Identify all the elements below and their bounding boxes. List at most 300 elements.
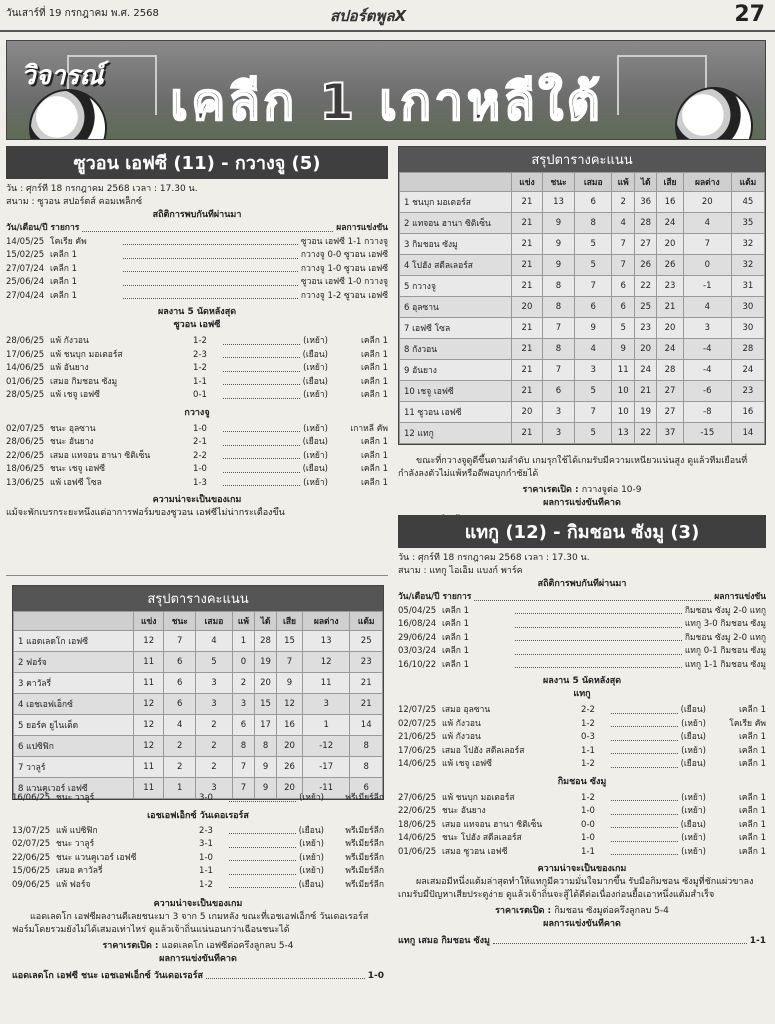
prediction-line: [12, 969, 384, 983]
form-row: [12, 879, 384, 893]
leader-dots: [206, 969, 365, 979]
form-row: [398, 819, 766, 833]
stat-cell: 1: [232, 631, 254, 652]
stat-cell: 15: [276, 631, 302, 652]
stat-cell: 11: [302, 673, 349, 694]
date: 14/05/25: [6, 236, 45, 247]
standings-row: [400, 213, 765, 234]
date: 22/06/25: [398, 806, 437, 816]
date: 28/05/25: [6, 390, 45, 400]
leader-dots: [611, 758, 678, 768]
standings-grid: [13, 611, 383, 799]
result: แทกู 1-1 กิมชอน ซังมู: [684, 659, 766, 670]
venue: (เหย้า): [299, 852, 324, 863]
competition: เคลีก 1: [50, 250, 78, 260]
stat-cell: 1: [164, 778, 196, 799]
h2h-row: [398, 632, 766, 646]
stat-cell: 4: [683, 213, 731, 234]
stat-cell: 7: [542, 318, 574, 339]
stat-cell: 5: [575, 234, 612, 255]
date: 22/06/25: [12, 852, 51, 863]
competition: โคเรีย คัพ: [50, 236, 87, 247]
standings-row: [14, 736, 383, 757]
standings-row: [400, 423, 765, 444]
result: ซูวอน เอฟซี 1-1 กวางจู: [300, 236, 388, 247]
leader-dots: [611, 704, 678, 714]
competition: เคลีก 1: [738, 806, 766, 816]
stat-cell: -4: [683, 360, 731, 381]
result: ชนะ วาลูร์: [56, 793, 95, 803]
venue: (เยือน): [680, 759, 706, 769]
leader-dots: [229, 852, 296, 862]
stat-cell: 6: [575, 297, 612, 318]
score: 2-3: [199, 825, 213, 836]
stat-cell: 6: [232, 715, 254, 736]
stat-cell: -17: [302, 757, 349, 778]
score: 1-0: [193, 464, 207, 474]
stat-cell: 12: [134, 631, 164, 652]
stat-cell: 11: [134, 673, 164, 694]
date: 16/10/22: [398, 659, 437, 670]
leader-dots: [223, 436, 300, 446]
stat-cell: 31: [731, 276, 764, 297]
stat-cell: 6: [612, 276, 635, 297]
score: 1-1: [581, 745, 595, 756]
stat-cell: 3: [196, 673, 233, 694]
score: 0-1: [193, 390, 207, 400]
h2h-row: [398, 605, 766, 619]
chance-text: แม้จะพักเบรกระยะหนึ่งแต่อาการฟอร์มของซูวอน เอฟซีไม่น่ากระเตื้องขึ้น: [6, 508, 285, 518]
stat-cell: 5: [575, 423, 612, 444]
h2h-row: [6, 290, 388, 304]
h2h-header-right: ผลการแข่งขัน: [714, 592, 766, 602]
standings-title: สรุปตารางคะแนน: [399, 147, 765, 172]
date: 05/04/25: [398, 605, 437, 616]
stat-cell: 9: [575, 318, 612, 339]
stat-cell: 20: [255, 673, 277, 694]
competition: โคเรีย คัพ: [729, 718, 766, 729]
team-name: 2 แทจอน ฮานา ซิติเซ็น: [400, 213, 512, 234]
stat-cell: 3: [302, 694, 349, 715]
date: 28/06/25: [6, 437, 45, 447]
leader-dots: [123, 290, 298, 300]
stat-cell: 12: [302, 652, 349, 673]
venue: (เยือน): [680, 732, 706, 742]
standings-row: [400, 318, 765, 339]
team-col-header: [14, 612, 134, 631]
stat-cell: 27: [657, 381, 683, 402]
leader-dots: [229, 838, 296, 848]
stat-cell: 10: [612, 402, 635, 423]
form-list-away: [6, 423, 388, 491]
prediction-score: 1-0: [367, 971, 384, 981]
standings-row: [14, 673, 383, 694]
stat-cell: 2: [232, 673, 254, 694]
stat-cell: 1: [302, 715, 349, 736]
stat-cell: 28: [635, 213, 657, 234]
date: 17/06/25: [398, 745, 437, 756]
stat-cell: 37: [657, 423, 683, 444]
h2h-header-left: วัน/เดือน/ปี รายการ: [6, 223, 80, 233]
leader-dots: [611, 819, 678, 829]
stat-cell: 27: [635, 234, 657, 255]
standings-korea: [398, 146, 766, 527]
result: กวางจู 1-2 ซูวอน เอฟซี: [300, 290, 388, 301]
stat-cell: 14: [731, 423, 764, 444]
venue: (เหย้า): [681, 718, 706, 729]
score: 1-2: [581, 718, 595, 729]
score: 1-1: [199, 866, 213, 876]
stat-cell: 25: [635, 297, 657, 318]
stat-cell: 13: [612, 423, 635, 444]
competition: เคลีก 1: [50, 290, 78, 301]
competition: เคลีก 1: [738, 759, 766, 769]
date: 13/06/25: [6, 477, 45, 488]
leader-dots: [493, 934, 747, 944]
stat-cell: 6: [164, 673, 196, 694]
stat-cell: -6: [683, 381, 731, 402]
date: 18/06/25: [6, 464, 45, 474]
result: ซูวอน เอฟซี 1-0 กวางจู: [300, 277, 388, 287]
date: 02/07/25: [12, 839, 51, 849]
stat-cell: 6: [542, 381, 574, 402]
standings-row: [14, 652, 383, 673]
odds-line: [398, 905, 766, 918]
col-header: ได้: [255, 612, 277, 631]
stat-cell: -8: [683, 402, 731, 423]
result: กวางจู 0-0 ซูวอน เอฟซี: [300, 250, 388, 260]
competition: เคลีก 1: [360, 363, 388, 373]
stat-cell: 2: [196, 736, 233, 757]
stat-cell: 21: [512, 255, 543, 276]
stat-cell: 26: [657, 255, 683, 276]
prediction-title: ผลการแข่งขันที่คาด: [159, 954, 237, 964]
leader-dots: [229, 879, 296, 889]
prediction-score: 1-1: [749, 936, 766, 946]
col-header: เสมอ: [575, 173, 612, 192]
date: 15/06/25: [12, 866, 51, 876]
h2h-row: [6, 236, 388, 250]
leader-dots: [229, 825, 296, 835]
stat-cell: 20: [657, 234, 683, 255]
venue: (เยือน): [302, 349, 328, 360]
competition: พรีเมียร์ลีก: [345, 852, 384, 863]
result: ชนะ อุลซาน: [50, 423, 96, 434]
leader-dots: [611, 832, 678, 842]
stat-cell: 2: [612, 192, 635, 213]
stat-cell: 9: [255, 778, 277, 799]
stat-cell: 12: [134, 736, 164, 757]
stat-cell: 21: [512, 213, 543, 234]
stat-cell: 26: [635, 255, 657, 276]
form-row: [6, 423, 388, 437]
form-list-away: [398, 792, 766, 860]
competition: เคลีก 1: [738, 732, 766, 742]
competition: เคลีก 1: [360, 464, 388, 474]
col-header: เสีย: [657, 173, 683, 192]
score: 0-0: [581, 819, 595, 830]
form-row: [398, 792, 766, 806]
stat-cell: 24: [731, 360, 764, 381]
form-row: [6, 389, 388, 403]
date: 01/06/25: [6, 376, 45, 387]
stat-cell: 7: [575, 402, 612, 423]
h2h-row: [398, 645, 766, 659]
competition: เคลีก 1: [738, 792, 766, 803]
col-header: แพ้: [232, 612, 254, 631]
stat-cell: 24: [657, 339, 683, 360]
result: ชนะ อันยาง: [442, 806, 486, 816]
stat-cell: 23: [350, 652, 383, 673]
stat-cell: 21: [512, 339, 543, 360]
stat-cell: 20: [635, 339, 657, 360]
form-row: [12, 865, 384, 879]
venue: (เหย้า): [681, 792, 706, 803]
section-banner: [6, 40, 766, 140]
stat-cell: 14: [350, 715, 383, 736]
stat-cell: 9: [276, 673, 302, 694]
date: 27/06/25: [398, 792, 437, 803]
standings-row: [400, 297, 765, 318]
team-name: 2 ฟอร์จ: [14, 652, 134, 673]
venue: (เหย้า): [299, 839, 324, 849]
match-title: แทกู (12) - กิมชอน ซังมู (3): [398, 515, 766, 548]
stat-cell: 30: [731, 297, 764, 318]
form-row: [6, 463, 388, 477]
h2h-header-right: ผลการแข่งขัน: [336, 223, 388, 233]
stat-cell: 3: [232, 694, 254, 715]
stat-cell: 23: [731, 381, 764, 402]
h2h-row: [6, 249, 388, 263]
result: แทกู 3-0 กิมชอน ซังมู: [684, 619, 766, 629]
team-name: 4 เอชเอฟเอ็กซ์: [14, 694, 134, 715]
standings-title: สรุปตารางคะแนน: [13, 586, 383, 611]
stat-cell: 19: [255, 652, 277, 673]
stat-cell: 12: [134, 715, 164, 736]
venue: (เยือน): [302, 376, 328, 387]
match-suwon-gwangju: [6, 146, 388, 520]
result: ชนะ โปฮัง สตีลเลอร์ส: [442, 833, 522, 843]
date: 02/07/25: [6, 423, 45, 434]
score: 1-0: [199, 852, 213, 863]
standings-body: [400, 192, 765, 444]
odds-line: [12, 940, 384, 953]
stat-cell: 16: [731, 402, 764, 423]
result: เสมอ คาวัลรี่: [56, 866, 103, 876]
stat-cell: 21: [350, 694, 383, 715]
stat-cell: 21: [350, 673, 383, 694]
competition: พรีเมียร์ลีก: [345, 825, 384, 836]
stat-cell: 8: [350, 736, 383, 757]
venue: (เหย้า): [303, 423, 328, 434]
venue: (เยือน): [298, 879, 324, 890]
stat-cell: 21: [512, 234, 543, 255]
chance-title: ความน่าจะเป็นของเกม: [152, 495, 242, 505]
stat-cell: 4: [683, 297, 731, 318]
competition: เกาหลี คัพ: [350, 423, 388, 434]
score: 2-1: [193, 437, 207, 447]
team-name: 5 ยอร์ค ยูไนเต็ด: [14, 715, 134, 736]
stat-cell: -4: [683, 339, 731, 360]
stat-cell: 12: [276, 694, 302, 715]
result: แพ้ อันยาง: [50, 363, 89, 373]
stat-cell: 45: [731, 192, 764, 213]
stat-cell: 2: [196, 715, 233, 736]
standings-row: [400, 360, 765, 381]
stat-cell: 25: [350, 631, 383, 652]
team-name: 10 เชจู เอฟซี: [400, 381, 512, 402]
form-row: [12, 852, 384, 866]
stat-cell: 20: [683, 192, 731, 213]
stat-cell: 8: [542, 276, 574, 297]
result: แพ้ กังวอน: [50, 336, 89, 346]
competition: เคลีก 1: [738, 705, 766, 715]
result: แพ้ เชจู เอฟซี: [50, 390, 100, 400]
standings-row: [400, 234, 765, 255]
stat-cell: 3: [542, 423, 574, 444]
form-row: [6, 436, 388, 450]
prediction-title: ผลการแข่งขันที่คาด: [543, 919, 621, 929]
standings-table: [398, 146, 766, 445]
stat-cell: 28: [255, 631, 277, 652]
stat-cell: 6: [164, 652, 196, 673]
venue: (เหย้า): [303, 336, 328, 346]
last5-title: ผลงาน 5 นัดหลังสุด: [542, 676, 622, 686]
stat-cell: 24: [657, 213, 683, 234]
form-row: [398, 718, 766, 732]
leader-dots: [223, 477, 300, 487]
form-list: [12, 825, 384, 893]
form-row: [398, 745, 766, 759]
stat-cell: 35: [731, 213, 764, 234]
score: 3-0: [199, 793, 213, 803]
form-row: [6, 362, 388, 376]
venue: (เยือน): [298, 825, 324, 836]
result: ชนะ เชจู เอฟซี: [50, 464, 106, 474]
banner-tag: วิจารณ์: [21, 61, 104, 91]
h2h-header: [6, 222, 388, 236]
team-heading: กวางจู: [184, 407, 210, 418]
stat-cell: -1: [683, 276, 731, 297]
stat-cell: 7: [575, 276, 612, 297]
stat-cell: 10: [612, 381, 635, 402]
analysis-text: ขณะที่กวางจูดูดีขึ้นตามลำดับ เกมรุกใช้ได้เกมรับมีความเหนียวแน่นสูง ดูแล้วทีมเยือนที่กำลังลงตัวไม่แพ้หรือดีพอบุกกำชัยได้: [398, 456, 748, 479]
form-row: [12, 825, 384, 839]
venue: (เหย้า): [299, 793, 324, 803]
stat-cell: 12: [134, 694, 164, 715]
standings-row: [400, 192, 765, 213]
team-name: 8 กังวอน: [400, 339, 512, 360]
date: 14/06/25: [398, 833, 437, 843]
result: เสมอ กิมชอน ซังมู: [50, 376, 118, 387]
standings-row: [14, 631, 383, 652]
result: ชนะ วาลูร์: [56, 839, 95, 849]
stat-cell: 11: [134, 652, 164, 673]
stat-cell: 13: [542, 192, 574, 213]
competition: เคลีก 1: [50, 277, 78, 287]
venue: (เหย้า): [681, 806, 706, 816]
leader-dots: [223, 376, 300, 386]
stat-cell: -12: [302, 736, 349, 757]
stat-cell: 7: [232, 757, 254, 778]
stat-cell: 26: [276, 757, 302, 778]
result: แพ้ กังวอน: [442, 732, 481, 742]
h2h-title: สถิติการพบกันที่ผ่านมา: [152, 210, 242, 220]
stat-cell: 8: [575, 213, 612, 234]
competition: เคลีก 1: [442, 605, 470, 616]
h2h-row: [6, 263, 388, 277]
team-heading: เอชเอฟเอ็กซ์ วันเดอเรอร์ส: [147, 810, 249, 821]
leader-dots: [611, 718, 678, 728]
stat-cell: 16: [657, 192, 683, 213]
venue: (เยือน): [680, 819, 706, 830]
stat-cell: 6: [575, 192, 612, 213]
stat-cell: 5: [612, 318, 635, 339]
standings-grid: [399, 172, 765, 444]
column-divider: [6, 575, 388, 576]
team-heading: แทกู: [573, 689, 591, 699]
competition: เคลีก 1: [738, 833, 766, 843]
page-number: 27: [734, 2, 765, 27]
venue: (เหย้า): [681, 833, 706, 843]
result: แพ้ เชจู เอฟซี: [442, 759, 492, 769]
competition: เคลีก 1: [738, 745, 766, 756]
leader-dots: [229, 792, 296, 802]
stat-cell: 28: [657, 360, 683, 381]
stat-cell: 6: [350, 778, 383, 799]
team-name: 12 แทกู: [400, 423, 512, 444]
stat-cell: 8: [255, 736, 277, 757]
result: แพ้ ชนบุก มอเตอร์ส: [442, 792, 515, 803]
score: 3-1: [199, 839, 213, 849]
col-header: แข่ง: [512, 173, 543, 192]
stat-cell: 3: [542, 402, 574, 423]
team-name: 11 ซูวอน เอฟซี: [400, 402, 512, 423]
stat-cell: 3: [683, 318, 731, 339]
stat-cell: 20: [276, 778, 302, 799]
score: 1-2: [199, 879, 213, 890]
stat-cell: 9: [255, 757, 277, 778]
standings-row: [400, 255, 765, 276]
date: 22/06/25: [6, 450, 45, 461]
competition: เคลีก 1: [360, 336, 388, 346]
stat-cell: 9: [542, 255, 574, 276]
venue: (เหย้า): [299, 866, 324, 876]
stat-cell: 17: [255, 715, 277, 736]
leader-dots: [123, 249, 298, 259]
chance-text: ผลเสมอมีหนึ่งแต้มล่าสุดทำให้แทกูมีความมั่นใจมากขึ้น รับมือกิมชอน ซังมูที่ชักแผ่วขาลงเกมรับมีปัญหาเสียประตูง่าย ดูแล้วเจ้าถิ่นจะสู้ได้ดีต่อเนื่องก่อนยื้อเอาหนึ่งแต้มสำเร็จ: [398, 877, 754, 900]
stat-cell: 22: [635, 423, 657, 444]
standings-row: [400, 339, 765, 360]
h2h-list: [398, 605, 766, 673]
standings-row: [400, 276, 765, 297]
standings-row: [400, 402, 765, 423]
stat-cell: 21: [512, 360, 543, 381]
date: 18/06/25: [398, 819, 437, 830]
col-header: แต้ม: [731, 173, 764, 192]
date: 02/07/25: [398, 718, 437, 729]
stat-cell: 28: [731, 339, 764, 360]
score: 1-0: [581, 833, 595, 843]
stat-cell: 20: [512, 402, 543, 423]
result: เสมอ อุลซาน: [442, 705, 491, 715]
leader-dots: [223, 335, 300, 345]
result: กิมชอน ซังมู 2-0 แทกู: [684, 605, 766, 616]
stat-cell: -15: [683, 423, 731, 444]
form-row: [12, 838, 384, 852]
score: 0-3: [581, 732, 595, 742]
result: แพ้ ฟอร์จ: [56, 879, 91, 890]
